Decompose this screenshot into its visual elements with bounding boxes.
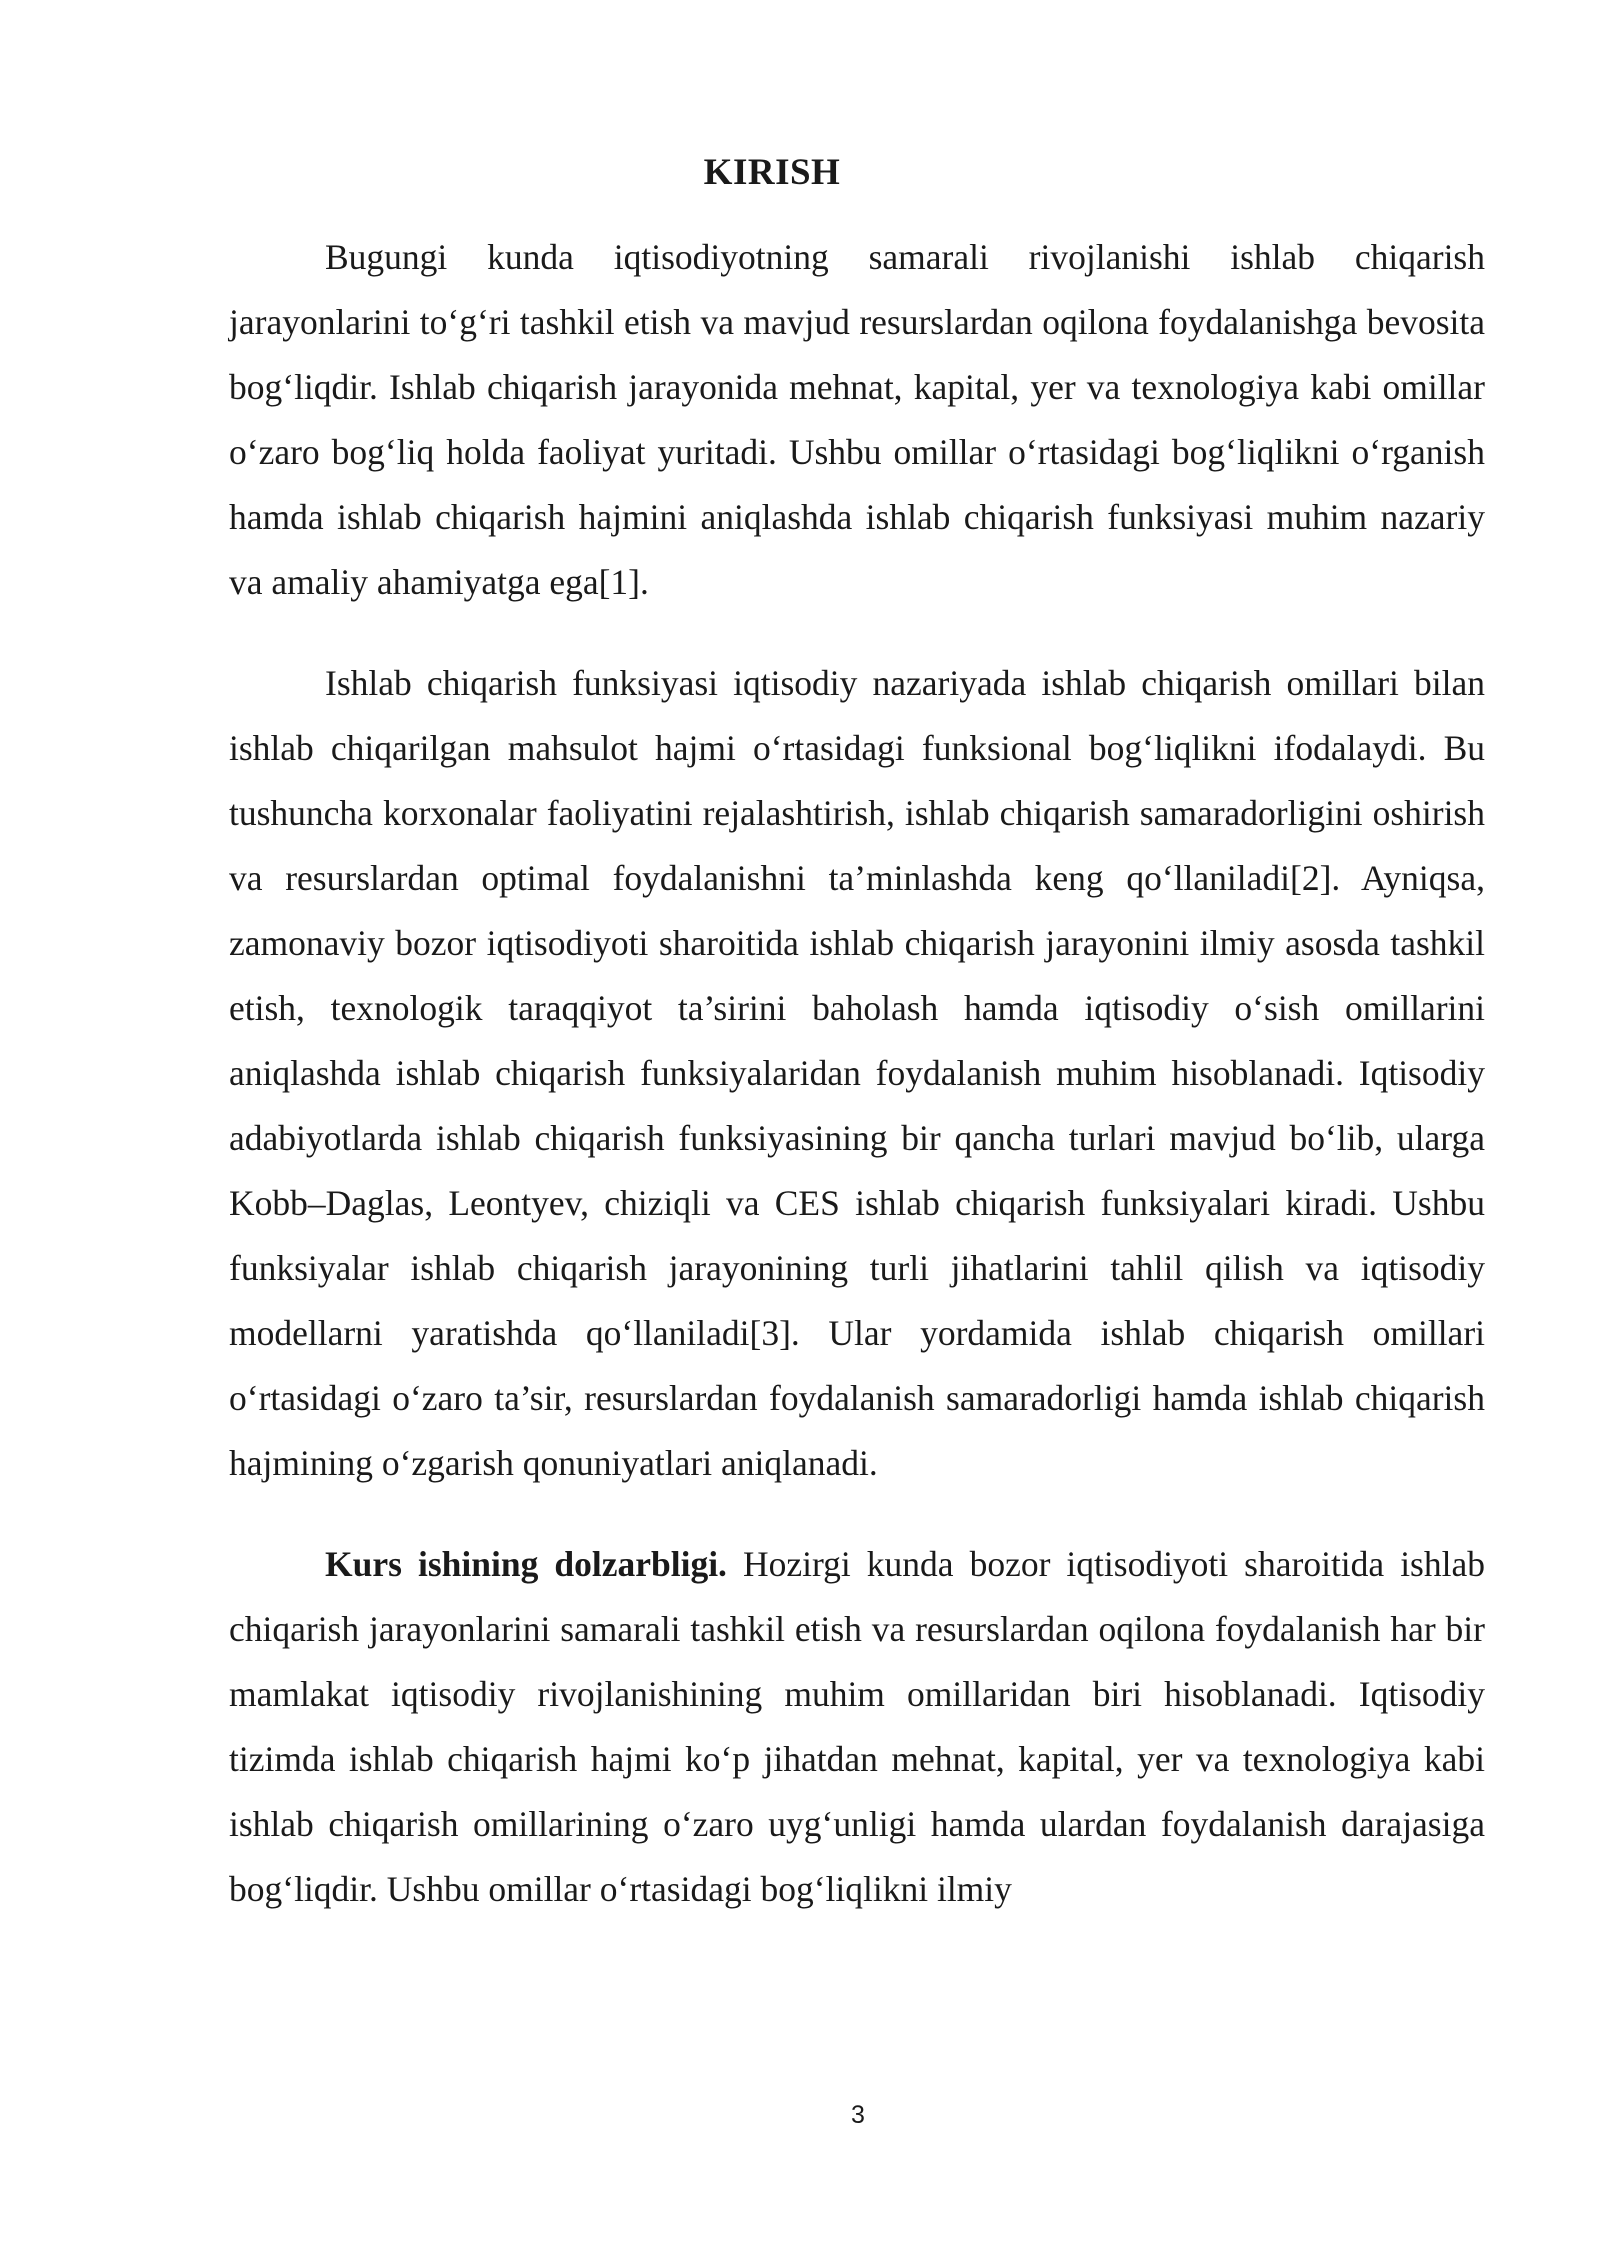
- paragraph-text: Ishlab chiqarish funksiyasi iqtisodiy nazariyada ishlab chiqarish omillari bilan ishlab chiqarilgan mahsulot hajmi o‘rtasidagi funksional bog‘liqlikni ifodalaydi. Bu tushuncha korxonalar faoliyatini rejalashtirish, ishlab chiqarish samaradorligini oshirish va resurslardan optimal foydalanishni ta’minlashda keng qo‘llaniladi[2]. Ayniqsa, zamonaviy bozor iqtisodiyoti sharoitida ishlab chiqarish jarayonini ilmiy asosda tashkil etish, texnologik taraqqiyot ta’sirini baholash hamda iqtisodiy o‘sish omillarini aniqlashda ishlab chiqarish funksiyalaridan foydalanish muhim hisoblanadi. Iqtisodiy adabiyotlarda ishlab chiqarish funksiyasining bir qancha turlari mavjud bo‘lib, ularga Kobb–Daglas, Leontyev, chiziqli va CES ishlab chiqarish funksiyalari kiradi. Ushbu funksiyalar ishlab chiqarish jarayonining turli jihatlarini tahlil qilish va iqtisodiy modellarni yaratishda qo‘llaniladi[3]. Ular yordamida ishlab chiqarish omillari o‘rtasidagi o‘zaro ta’sir, resurslardan foydalanish samaradorligi hamda ishlab chiqarish hajmining o‘zgarish qonuniyatlari aniqlanadi.: [229, 663, 1485, 1483]
- body-text: [229, 225, 1485, 1922]
- paragraph-production-function: [229, 651, 1485, 1496]
- paragraph-intro: [229, 225, 1485, 615]
- page-number: 3: [851, 2101, 865, 2129]
- paragraph-lead-relevance: Kurs ishining dolzarbligi.: [325, 1544, 727, 1584]
- paragraph-text: Bugungi kunda iqtisodiyotning samarali rivojlanishi ishlab chiqarish jarayonlarini to‘g‘ri tashkil etish va mavjud resurslardan oqilona foydalanishga bevosita bog‘liqdir. Ishlab chiqarish jarayonida mehnat, kapital, yer va texnologiya kabi omillar o‘zaro bog‘liq holda faoliyat yuritadi. Ushbu omillar o‘rtasidagi bog‘liqlikni o‘rganish hamda ishlab chiqarish hajmini aniqlashda ishlab chiqarish funksiyasi muhim nazariy va amaliy ahamiyatga ega[1].: [229, 237, 1485, 602]
- paragraph-relevance: [229, 1532, 1485, 1922]
- paragraph-text: Hozirgi kunda bozor iqtisodiyoti sharoitida ishlab chiqarish jarayonlarini samarali tashkil etish va resurslardan oqilona foydalanish har bir mamlakat iqtisodiy rivojlanishining muhim omillaridan biri hisoblanadi. Iqtisodiy tizimda ishlab chiqarish hajmi ko‘p jihatdan mehnat, kapital, yer va texnologiya kabi ishlab chiqarish omillarining o‘zaro uyg‘unligi hamda ulardan foydalanish darajasiga bog‘liqdir. Ushbu omillar o‘rtasidagi bog‘liqlikni ilmiy: [229, 1544, 1485, 1909]
- section-title: KIRISH: [703, 152, 841, 193]
